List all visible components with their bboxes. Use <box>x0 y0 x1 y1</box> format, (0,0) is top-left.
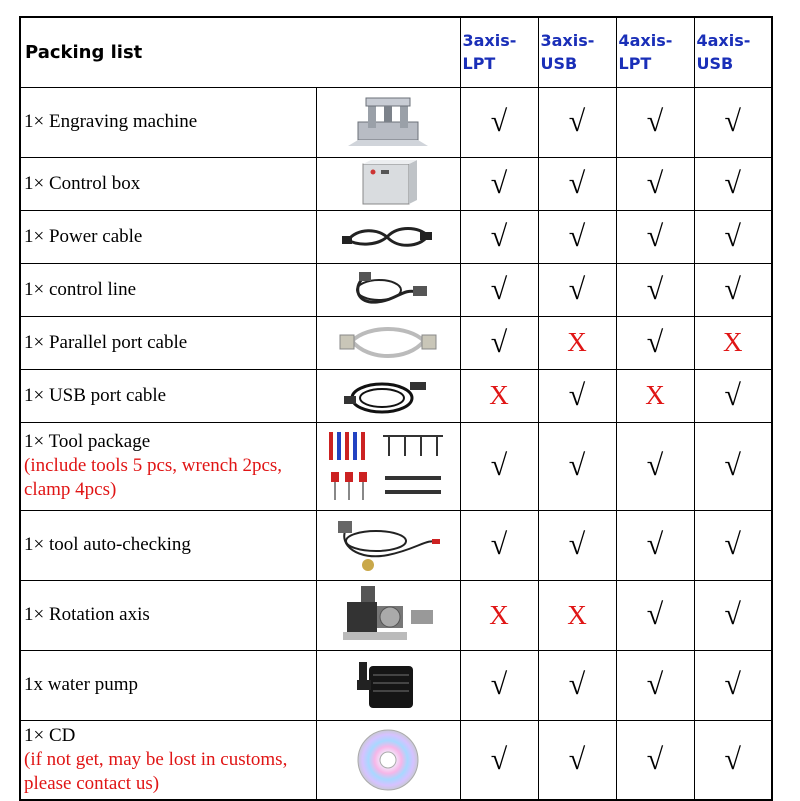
check-mark: √ <box>490 668 508 701</box>
table-row <box>20 510 772 580</box>
item-note: (include tools 5 pcs, wrench 2pcs, clamp 4pcs) <box>24 455 283 500</box>
item-label: 1× Control box <box>24 172 141 194</box>
mark-4axis-usb <box>694 510 772 580</box>
check-mark: √ <box>724 668 741 701</box>
check-mark: √ <box>568 219 586 253</box>
item-label: 1× control line <box>24 278 137 300</box>
check-mark: √ <box>646 598 664 631</box>
cross-mark: X <box>567 599 587 630</box>
check-mark: √ <box>568 449 586 482</box>
check-mark: √ <box>646 105 664 138</box>
check-mark: √ <box>490 449 508 482</box>
item-cell <box>20 422 316 510</box>
mark-3axis-usb <box>538 510 616 580</box>
mark-4axis-usb <box>694 210 772 263</box>
table-row <box>20 87 772 157</box>
item-cell <box>20 316 316 369</box>
check-mark: √ <box>646 219 664 253</box>
mark-3axis-usb <box>538 263 616 316</box>
mark-3axis-lpt <box>460 263 538 316</box>
mark-3axis-usb <box>538 210 616 263</box>
item-label: 1× Power cable <box>24 225 143 247</box>
table-row <box>20 580 772 650</box>
check-mark: √ <box>490 219 508 253</box>
mark-3axis-lpt <box>460 650 538 720</box>
check-mark: √ <box>490 742 508 776</box>
cross-mark: X <box>489 380 509 410</box>
mark-3axis-lpt <box>460 316 538 369</box>
check-mark: √ <box>646 449 664 482</box>
mark-4axis-lpt <box>616 650 694 720</box>
tool-package-icon <box>316 422 460 510</box>
table-row <box>20 422 772 510</box>
mark-3axis-lpt <box>460 157 538 210</box>
mark-3axis-lpt <box>460 210 538 263</box>
mark-3axis-lpt <box>460 87 538 157</box>
check-mark: √ <box>646 325 664 359</box>
item-label: 1x water pump <box>24 674 138 695</box>
check-mark: √ <box>568 378 586 412</box>
item-label: 1× tool auto-checking <box>24 534 191 555</box>
control-box-icon <box>316 157 460 210</box>
check-mark: √ <box>724 219 741 253</box>
check-mark: √ <box>568 742 586 776</box>
mark-3axis-usb <box>538 720 616 800</box>
item-cell <box>20 369 316 422</box>
check-mark: √ <box>490 272 508 306</box>
cross-mark: X <box>723 327 743 357</box>
mark-3axis-lpt <box>460 369 538 422</box>
mark-4axis-lpt <box>616 87 694 157</box>
item-cell <box>20 263 316 316</box>
col-header-4axis-lpt: 4axis- LPT <box>616 17 694 87</box>
check-mark: √ <box>646 668 664 701</box>
item-cell <box>20 650 316 720</box>
item-label: 1× Parallel port cable <box>24 331 188 353</box>
item-cell <box>20 720 316 800</box>
engraving-machine-icon <box>316 87 460 157</box>
usb-cable-icon <box>316 369 460 422</box>
mark-4axis-usb <box>694 422 772 510</box>
packing-list-table <box>19 16 773 801</box>
mark-4axis-lpt <box>616 720 694 800</box>
item-label: 1× USB port cable <box>24 384 167 406</box>
mark-4axis-lpt <box>616 369 694 422</box>
check-mark: √ <box>646 528 664 561</box>
check-mark: √ <box>724 742 741 776</box>
table-row <box>20 316 772 369</box>
mark-3axis-usb <box>538 422 616 510</box>
mark-4axis-usb <box>694 263 772 316</box>
mark-3axis-usb <box>538 87 616 157</box>
item-label: 1× Tool package <box>24 431 151 452</box>
power-cable-icon <box>316 210 460 263</box>
table-row <box>20 720 772 800</box>
parallel-cable-icon <box>316 316 460 369</box>
check-mark: √ <box>724 528 741 561</box>
table-row <box>20 210 772 263</box>
mark-4axis-lpt <box>616 316 694 369</box>
mark-3axis-lpt <box>460 580 538 650</box>
check-mark: √ <box>724 105 741 138</box>
mark-3axis-usb <box>538 157 616 210</box>
item-label: 1× CD <box>24 724 76 746</box>
item-cell <box>20 510 316 580</box>
tool-sensor-icon <box>316 510 460 580</box>
check-mark: √ <box>568 166 586 200</box>
mark-4axis-usb <box>694 720 772 800</box>
item-cell <box>20 210 316 263</box>
check-mark: √ <box>568 668 586 701</box>
check-mark: √ <box>490 166 508 200</box>
check-mark: √ <box>646 272 664 306</box>
mark-4axis-lpt <box>616 422 694 510</box>
mark-3axis-lpt <box>460 422 538 510</box>
item-cell <box>20 87 316 157</box>
table-row <box>20 650 772 720</box>
table-row <box>20 263 772 316</box>
col-header-4axis-usb: 4axis- USB <box>694 17 772 87</box>
cross-mark: X <box>567 327 587 357</box>
packing-list-title: Packing list <box>20 17 460 87</box>
mark-3axis-usb <box>538 580 616 650</box>
mark-4axis-lpt <box>616 157 694 210</box>
mark-4axis-usb <box>694 369 772 422</box>
item-label: 1× Engraving machine <box>24 111 198 132</box>
check-mark: √ <box>568 528 586 561</box>
check-mark: √ <box>646 742 664 776</box>
col-header-3axis-lpt: 3axis- LPT <box>460 17 538 87</box>
check-mark: √ <box>724 449 741 482</box>
cd-icon <box>316 720 460 800</box>
mark-4axis-lpt <box>616 580 694 650</box>
mark-4axis-lpt <box>616 210 694 263</box>
item-label: 1× Rotation axis <box>24 604 150 625</box>
cross-mark: X <box>489 599 509 630</box>
cross-mark: X <box>645 380 665 410</box>
check-mark: √ <box>490 528 508 561</box>
col-header-3axis-usb: 3axis- USB <box>538 17 616 87</box>
mark-4axis-lpt <box>616 263 694 316</box>
check-mark: √ <box>490 105 508 138</box>
mark-4axis-usb <box>694 580 772 650</box>
mark-3axis-usb <box>538 316 616 369</box>
check-mark: √ <box>490 325 508 359</box>
mark-4axis-usb <box>694 316 772 369</box>
item-note: (if not get, may be lost in customs, please contact us) <box>24 748 288 794</box>
table-row <box>20 157 772 210</box>
water-pump-icon <box>316 650 460 720</box>
mark-3axis-usb <box>538 369 616 422</box>
rotation-axis-icon <box>316 580 460 650</box>
mark-4axis-usb <box>694 650 772 720</box>
mark-4axis-lpt <box>616 510 694 580</box>
item-cell <box>20 580 316 650</box>
mark-3axis-lpt <box>460 510 538 580</box>
check-mark: √ <box>724 272 741 306</box>
check-mark: √ <box>724 378 741 412</box>
check-mark: √ <box>568 272 586 306</box>
check-mark: √ <box>724 598 741 631</box>
item-cell <box>20 157 316 210</box>
mark-4axis-usb <box>694 157 772 210</box>
mark-4axis-usb <box>694 87 772 157</box>
mark-3axis-usb <box>538 650 616 720</box>
mark-3axis-lpt <box>460 720 538 800</box>
control-line-icon <box>316 263 460 316</box>
check-mark: √ <box>646 166 664 200</box>
check-mark: √ <box>724 166 741 200</box>
table-row <box>20 369 772 422</box>
header-row <box>20 17 772 87</box>
check-mark: √ <box>568 105 586 138</box>
